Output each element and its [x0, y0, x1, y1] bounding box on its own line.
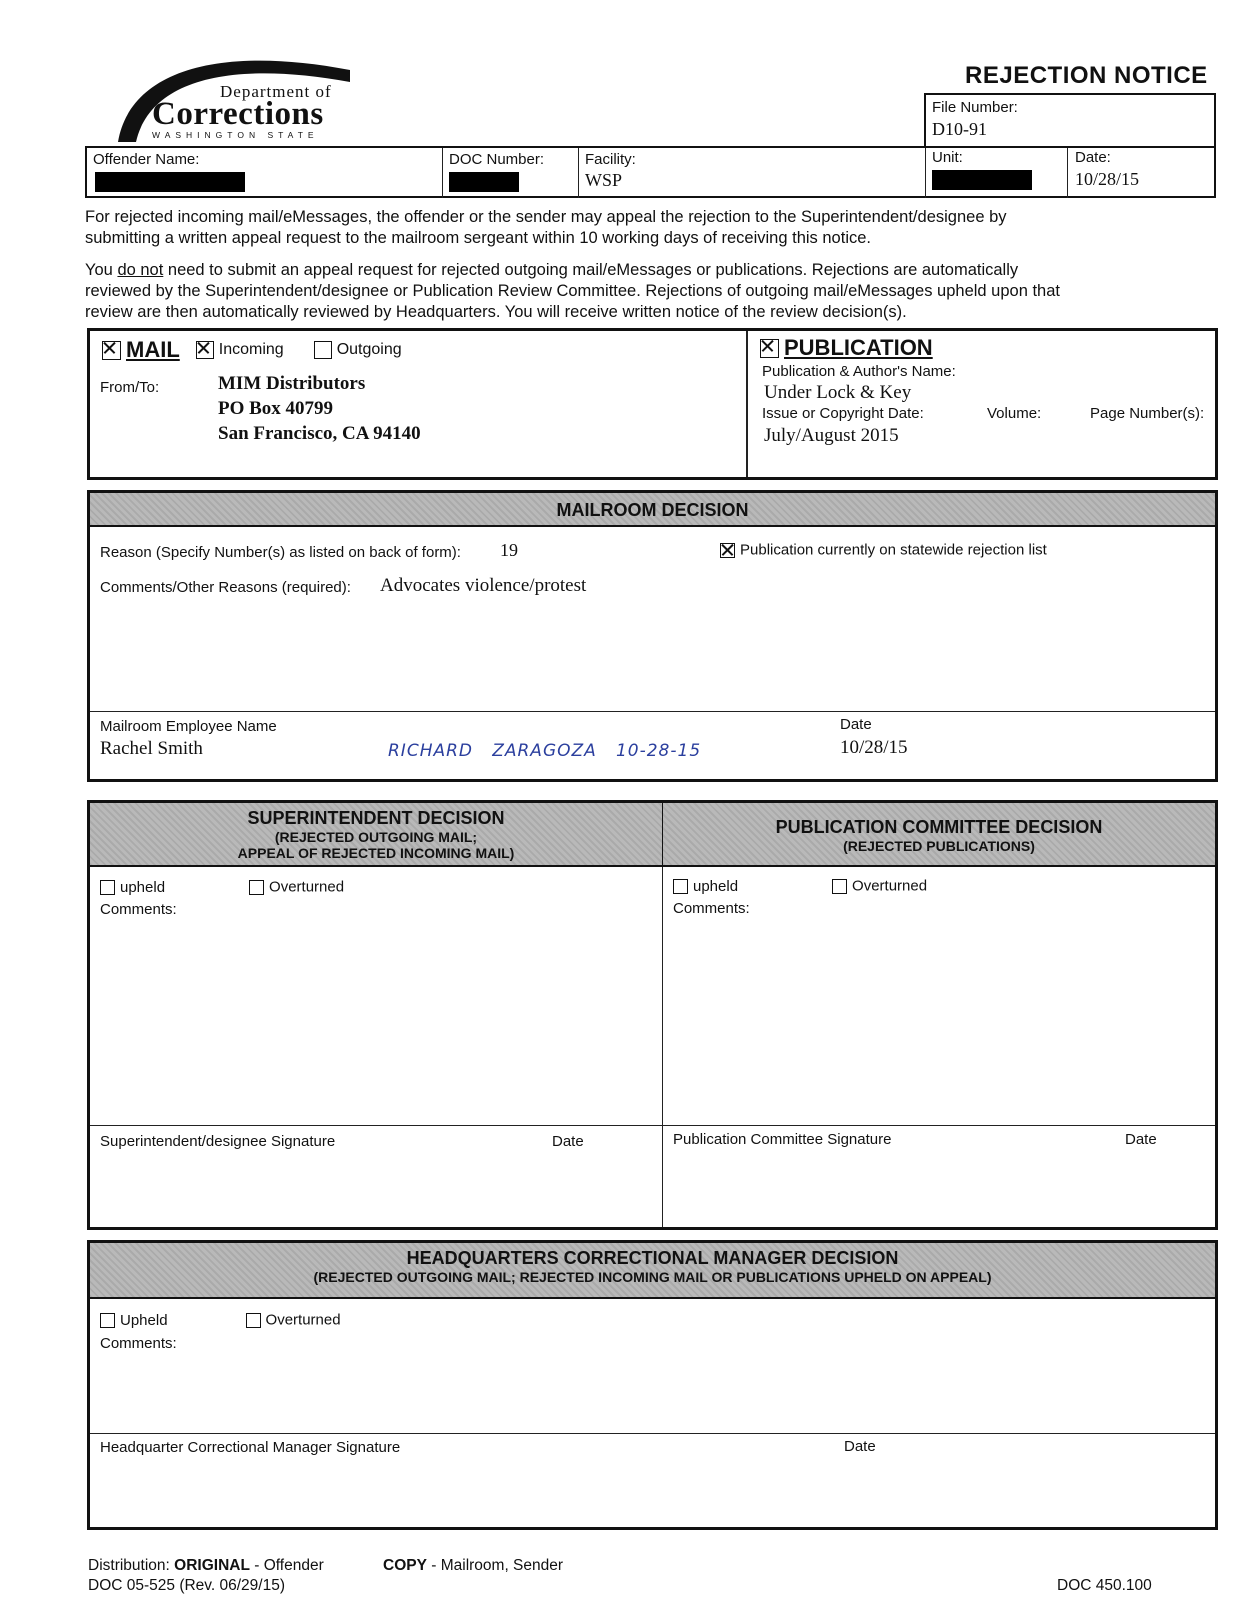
form-title: REJECTION NOTICE [965, 62, 1208, 89]
facility-label: Facility: [585, 151, 636, 168]
review-instructions [85, 260, 1225, 323]
distribution-original-text: - Offender [249, 1557, 324, 1574]
date-label: Date: [1075, 149, 1111, 166]
unit-redaction [932, 170, 1032, 190]
publication-checkbox[interactable] [760, 339, 779, 358]
from-to-label: From/To: [100, 379, 160, 396]
appeal-instructions [85, 207, 1225, 249]
statewide-list-label: Publication currently on statewide rejection list [740, 541, 1047, 559]
info-row [85, 146, 1216, 198]
facility-value[interactable]: WSP [585, 170, 623, 190]
date-value[interactable]: 10/28/15 [1075, 169, 1140, 189]
copy-label: COPY [383, 1557, 427, 1574]
publication-committee-banner [662, 803, 1215, 867]
headquarters-checkbox-row [100, 1311, 341, 1329]
instructions-line [85, 260, 1225, 281]
superintendent-overturned-label: Overturned [269, 878, 345, 896]
copy-text: - Mailroom, Sender [426, 1557, 564, 1574]
reason-value[interactable]: 19 [500, 540, 518, 560]
headquarters-banner [90, 1243, 1215, 1299]
logo-line2: Corrections [152, 96, 324, 132]
superintendent-upheld-checkbox[interactable] [100, 880, 115, 895]
agency-logo [100, 30, 360, 145]
distribution-prefix: Distribution: [88, 1557, 175, 1574]
committee-comments-label: Comments: [673, 900, 750, 917]
committee-checkbox-row [673, 877, 927, 895]
policy-number: DOC 450.100 [1057, 1577, 1152, 1594]
committee-signature-label: Publication Committee Signature [673, 1131, 892, 1148]
address-line: PO Box 40799 [218, 398, 334, 419]
instructions-text: need to submit an appeal request for rejected outgoing mail/eMessages or publications. Rejections are automatically [163, 261, 1019, 279]
superintendent-title: SUPERINTENDENT DECISION [247, 808, 505, 828]
incoming-label: Incoming [218, 341, 284, 358]
handwritten-signature: RICHARD ZARAGOZA 10-28-15 [388, 741, 702, 761]
form-number: DOC 05-525 (Rev. 06/29/15) [88, 1577, 286, 1594]
superintendent-upheld-label: upheld [120, 878, 166, 896]
unit-label: Unit: [932, 149, 963, 166]
superintendent-overturned-checkbox[interactable] [249, 880, 264, 895]
statewide-list-checkbox[interactable] [720, 543, 735, 558]
issue-date-label: Issue or Copyright Date: [762, 405, 924, 422]
incoming-checkbox[interactable] [196, 341, 214, 359]
outgoing-label: Outgoing [336, 341, 402, 358]
committee-date-label: Date [1125, 1131, 1157, 1148]
file-number-label: File Number: [932, 99, 1018, 116]
mail-checkbox[interactable] [102, 341, 121, 360]
distribution-original: ORIGINAL [174, 1557, 250, 1574]
doc-number-label: DOC Number: [449, 151, 545, 168]
mail-label: MAIL [126, 337, 180, 362]
logo-line3: WASHINGTON STATE [152, 130, 319, 140]
mailroom-decision-title: MAILROOM DECISION [556, 500, 749, 520]
outgoing-checkbox[interactable] [314, 341, 332, 359]
headquarters-subtitle: (REJECTED OUTGOING MAIL; REJECTED INCOMING MAIL OR PUBLICATIONS UPHELD ON APPEAL) [313, 1269, 992, 1285]
file-number-box [924, 93, 1216, 147]
instructions-line: reviewed by the Superintendent/designee or Publication Review Committee. Rejections of outgoing mail/eMessages upheld upon that [85, 282, 1060, 300]
mail-publication-section [87, 328, 1218, 480]
committee-upheld-checkbox[interactable] [673, 879, 688, 894]
distribution-line [88, 1557, 324, 1575]
publication-committee-title: PUBLICATION COMMITTEE DECISION [775, 817, 1103, 837]
superintendent-date-label: Date [552, 1133, 584, 1150]
headquarters-decision-section [87, 1240, 1218, 1530]
publication-committee-subtitle: (REJECTED PUBLICATIONS) [843, 838, 1035, 854]
address-line: San Francisco, CA 94140 [218, 423, 421, 444]
publication-name-value[interactable]: Under Lock & Key [764, 382, 912, 403]
employee-name-value[interactable]: Rachel Smith [100, 738, 203, 759]
mailroom-decision-banner [90, 493, 1215, 527]
comments-value[interactable]: Advocates violence/protest [380, 575, 587, 596]
mailroom-date-value[interactable]: 10/28/15 [840, 737, 908, 758]
instructions-line: For rejected incoming mail/eMessages, the offender or the sender may appeal the rejection to the Superintendent/designee by [85, 208, 1007, 226]
committee-upheld-label: upheld [693, 877, 739, 895]
superintendent-signature-label: Superintendent/designee Signature [100, 1133, 336, 1150]
review-decision-section [87, 800, 1218, 1230]
headquarters-overturned-checkbox[interactable] [246, 1313, 261, 1328]
superintendent-subtitle: APPEAL OF REJECTED INCOMING MAIL) [237, 845, 515, 861]
from-to-address[interactable] [218, 371, 421, 446]
headquarters-date-label: Date [844, 1438, 876, 1455]
mailroom-date-label: Date [840, 716, 872, 733]
statewide-list-row [720, 541, 1047, 559]
headquarters-comments-label: Comments: [100, 1335, 177, 1352]
committee-overturned-label: Overturned [852, 877, 928, 895]
do-not-emphasis: do not [117, 261, 164, 279]
committee-overturned-checkbox[interactable] [832, 879, 847, 894]
volume-label: Volume: [987, 405, 1042, 422]
headquarters-overturned-label: Overturned [265, 1311, 341, 1329]
instructions-text: You [85, 261, 118, 279]
doc-number-redaction [449, 172, 519, 192]
address-line: MIM Distributors [218, 373, 366, 394]
headquarters-upheld-label: Upheld [120, 1311, 168, 1329]
publication-name-label: Publication & Author's Name: [762, 363, 956, 380]
superintendent-comments-label: Comments: [100, 901, 177, 918]
mail-checkbox-row [102, 337, 402, 363]
instructions-line: review are then automatically reviewed by Headquarters. You will receive written notice of the review decision(s). [85, 303, 907, 321]
superintendent-subtitle: (REJECTED OUTGOING MAIL; [274, 829, 478, 845]
comments-label: Comments/Other Reasons (required): [100, 579, 351, 596]
offender-name-label: Offender Name: [93, 151, 200, 168]
mailroom-decision-section [87, 490, 1218, 782]
headquarters-signature-label: Headquarter Correctional Manager Signature [100, 1439, 401, 1456]
publication-label: PUBLICATION [784, 335, 933, 360]
issue-date-value[interactable]: July/August 2015 [764, 425, 899, 446]
employee-name-label: Mailroom Employee Name [100, 718, 277, 735]
reason-label: Reason (Specify Number(s) as listed on back of form): [100, 544, 461, 561]
offender-name-redaction [95, 172, 245, 192]
logo-line1: Department of [220, 82, 332, 101]
instructions-line: submitting a written appeal request to the mailroom sergeant within 10 working days of receiving this notice. [85, 229, 871, 247]
headquarters-title: HEADQUARTERS CORRECTIONAL MANAGER DECISION [406, 1248, 899, 1268]
file-number-value[interactable]: D10-91 [932, 119, 987, 139]
superintendent-checkbox-row [100, 878, 344, 896]
headquarters-upheld-checkbox[interactable] [100, 1313, 115, 1328]
distribution-copy [383, 1557, 563, 1575]
page-number-label: Page Number(s): [1090, 405, 1205, 422]
superintendent-banner [90, 803, 662, 867]
publication-checkbox-row [760, 335, 933, 361]
